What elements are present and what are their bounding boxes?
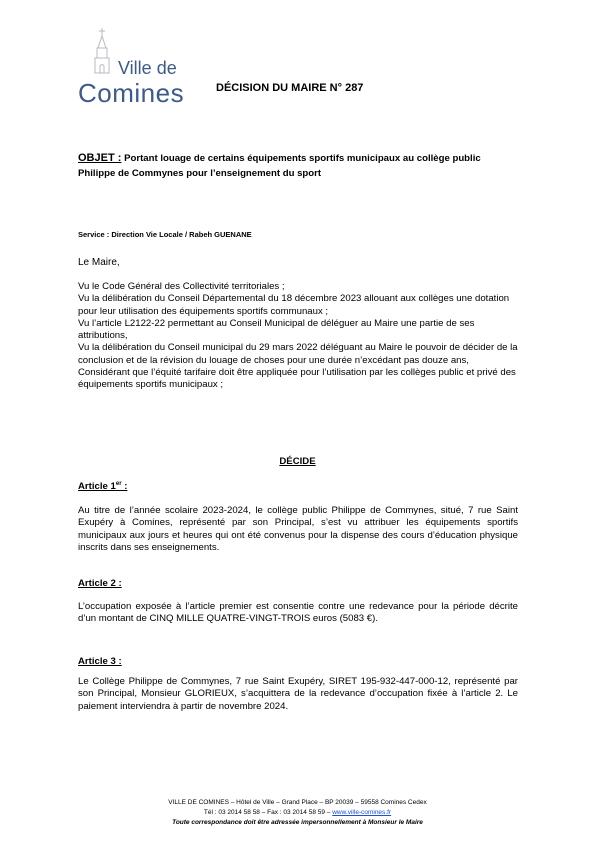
page-title: DÉCISION DU MAIRE N° 287	[216, 82, 364, 94]
footer-phone: Tél : 03 2014 58 58 – Fax : 03 2014 58 59 –	[203, 809, 333, 816]
page-footer	[0, 798, 595, 828]
church-tower-icon	[90, 28, 114, 74]
article-3-title: Article 3 :	[78, 656, 122, 667]
article-2-text: L’occupation exposée à l’article premier est consentie contre une redevance pour la période décrite d’un montant de CINQ MILLE QUATRE-VINGT-TROIS euros (5083 €).	[78, 601, 518, 625]
article-3-text: Le Collège Philippe de Commynes, 7 rue Saint Exupéry, SIRET 195-932-447-000-12, représenté par son Principal, Monsieur GLORIEUX, s’acquittera de la redevance d’occupation fixée à l’article 2. Le paiement interviendra à partir de novembre 2024.	[78, 676, 518, 712]
considerations	[78, 281, 518, 392]
city-logo	[78, 28, 193, 108]
objet-section	[78, 151, 518, 181]
article-2-title: Article 2 :	[78, 578, 122, 589]
footer-address: VILLE DE COMINES – Hôtel de Ville – Grand Place – BP 20039 – 59558 Comines Cedex	[168, 799, 427, 806]
vu-item: Vu le Code Général des Collectivité territoriales ;	[78, 281, 285, 292]
logo-line-2: Comines	[78, 78, 185, 108]
decide-heading	[0, 451, 595, 469]
article-1-text: Au titre de l’année scolaire 2023-2024, le collège public Philippe de Commynes, situé, 7 rue Saint Exupéry à Comines, représenté par son Principal, s’est vu attribuer les équipements sportifs municipaux aux jours et heures qui ont été convenus pour la dispense des cours d’éducation physique inscrits dans ses enseignements.	[78, 505, 518, 553]
vu-item: Vu la délibération du Conseil municipal du 29 mars 2022 déléguant au Maire le pouvoir de décider de la conclusion et de la révision du louage de choses pour une durée n’excédant pas douze ans,	[78, 342, 518, 366]
objet-label: OBJET :	[78, 152, 122, 164]
vu-item: Vu la délibération du Conseil Départemental du 18 décembre 2023 allouant aux collèges une dotation pour leur utilisation des équipements sportifs communaux ;	[78, 293, 510, 317]
decide-label: DÉCIDE	[279, 456, 316, 467]
footer-contact	[0, 808, 595, 818]
article-1-title: Article 1er :	[78, 481, 128, 493]
le-maire: Le Maire,	[78, 257, 120, 268]
vu-item: Considérant que l’équité tarifaire doit être appliquée pour l’utilisation par les collèges public et privé des équipements sportifs municipaux ;	[78, 367, 516, 391]
vu-item: Vu l’article L2122-22 permettant au Conseil Municipal de déléguer au Maire une partie de ses attributions,	[78, 317, 475, 342]
objet-text: Portant louage de certains équipements sportifs municipaux au collège public Philippe de Commynes pour l’enseignement du sport	[78, 153, 481, 179]
service-line: Service : Direction Vie Locale / Rabeh GUENANE	[78, 230, 252, 239]
footer-note: Toute correspondance doit être adressée impersonnellement à Monsieur le Maire	[172, 819, 423, 826]
website-link[interactable]: www.ville-comines.fr	[332, 809, 392, 816]
logo-line-1: Ville de	[118, 58, 177, 78]
